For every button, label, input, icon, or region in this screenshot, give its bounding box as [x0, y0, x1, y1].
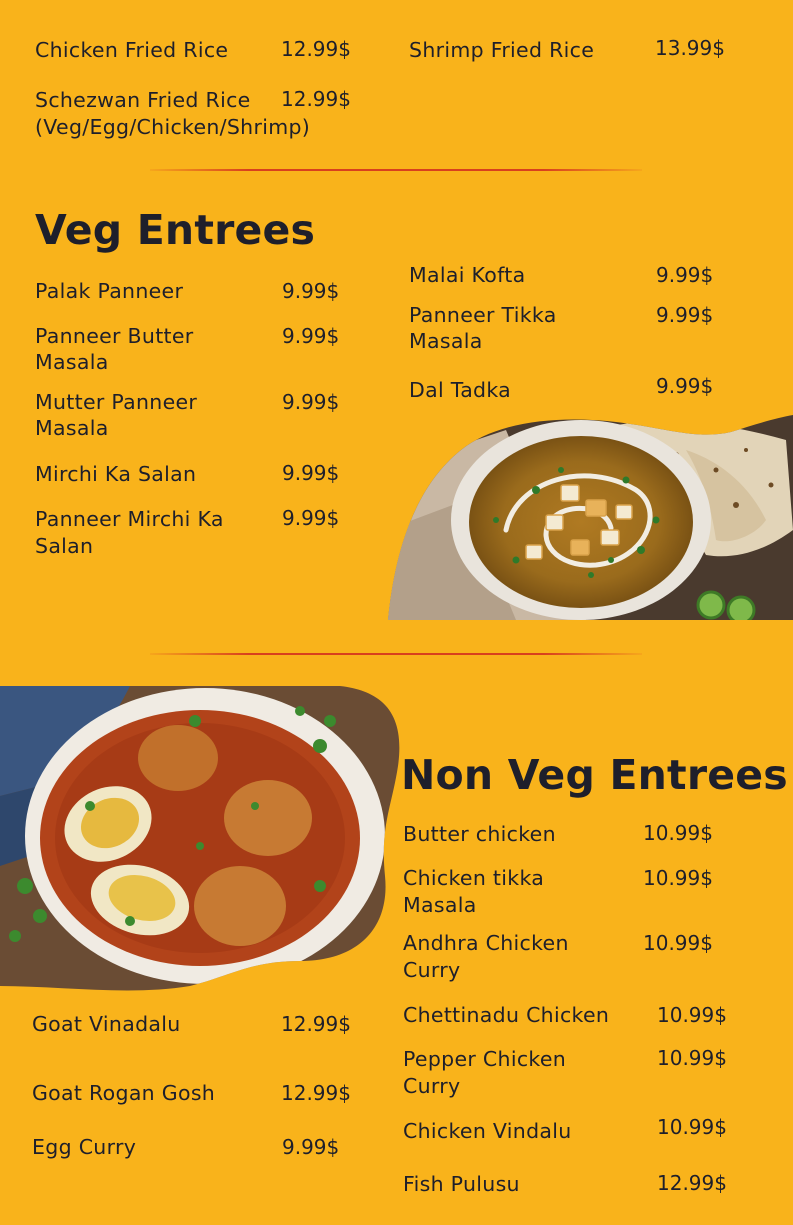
menu-item-name: Chicken Fried Rice [35, 38, 229, 62]
menu-item-price: 12.99$ [281, 87, 351, 111]
menu-item-name: Panneer Mirchi Ka [35, 507, 224, 531]
menu-item-name: Palak Panneer [35, 279, 184, 303]
menu-item-price: 9.99$ [282, 461, 340, 485]
menu-item-price: 9.99$ [282, 324, 340, 348]
menu-item-price: 9.99$ [282, 506, 340, 530]
section-title-veg-entrees: Veg Entrees [35, 206, 316, 254]
menu-item-price: 10.99$ [657, 1046, 727, 1070]
menu-item-name: Andhra Chicken [403, 931, 569, 955]
menu-item-name: Dal Tadka [409, 378, 512, 402]
section-title-non-veg-entrees: Non Veg Entrees [401, 751, 788, 799]
menu-item-price: 10.99$ [643, 931, 713, 955]
menu-item-price: 12.99$ [657, 1171, 727, 1195]
menu-item-price: 12.99$ [281, 1012, 351, 1036]
menu-item-name: Egg Curry [32, 1135, 137, 1159]
menu-item-price: 10.99$ [657, 1115, 727, 1139]
menu-item-name: Schezwan Fried Rice [35, 88, 251, 112]
menu-item-name-line2: Masala [403, 893, 477, 917]
menu-item-price: 9.99$ [656, 374, 714, 398]
menu-item-price: 9.99$ [282, 390, 340, 414]
menu-item-price: 10.99$ [643, 866, 713, 890]
menu-item-price: 9.99$ [656, 303, 714, 327]
menu-item-price: 10.99$ [657, 1003, 727, 1027]
menu-item-name-line2: Masala [35, 416, 109, 440]
menu-item-name-line2: Salan [35, 534, 94, 558]
menu-item-name-line2: Masala [35, 350, 109, 374]
menu-item-price: 12.99$ [281, 37, 351, 61]
menu-item-name: Panneer Butter [35, 324, 194, 348]
menu-item-name: Goat Rogan Gosh [32, 1081, 216, 1105]
menu-item-name: Mirchi Ka Salan [35, 462, 197, 486]
menu-item-name: Butter chicken [403, 822, 556, 846]
section-divider [150, 169, 642, 171]
menu-item-price: 12.99$ [281, 1081, 351, 1105]
paneer-curry-photo [386, 410, 793, 620]
menu-item-name: Mutter Panneer [35, 390, 198, 414]
menu-item-name: Pepper Chicken [403, 1047, 567, 1071]
menu-item-price: 13.99$ [655, 36, 725, 60]
menu-item-price: 10.99$ [643, 821, 713, 845]
menu-item-name: Fish Pulusu [403, 1172, 520, 1196]
menu-item-name: Chicken tikka [403, 866, 545, 890]
menu-item-name-line2: Masala [409, 329, 483, 353]
menu-item-price: 9.99$ [282, 1135, 340, 1159]
menu-item-name: Malai Kofta [409, 263, 526, 287]
menu-item-name: Shrimp Fried Rice [409, 38, 595, 62]
egg-curry-photo [0, 686, 405, 992]
menu-item-name: Panneer Tikka [409, 303, 557, 327]
menu-item-price: 9.99$ [282, 279, 340, 303]
menu-item-name-line2: Curry [403, 1074, 461, 1098]
menu-item-name: Goat Vinadalu [32, 1012, 181, 1036]
menu-item-price: 9.99$ [656, 263, 714, 287]
menu-item-name-line2: Curry [403, 958, 461, 982]
menu-item-name-line2: (Veg/Egg/Chicken/Shrimp) [35, 115, 311, 139]
menu-item-name: Chicken Vindalu [403, 1119, 572, 1143]
section-divider [150, 653, 642, 655]
menu-item-name: Chettinadu Chicken [403, 1003, 610, 1027]
